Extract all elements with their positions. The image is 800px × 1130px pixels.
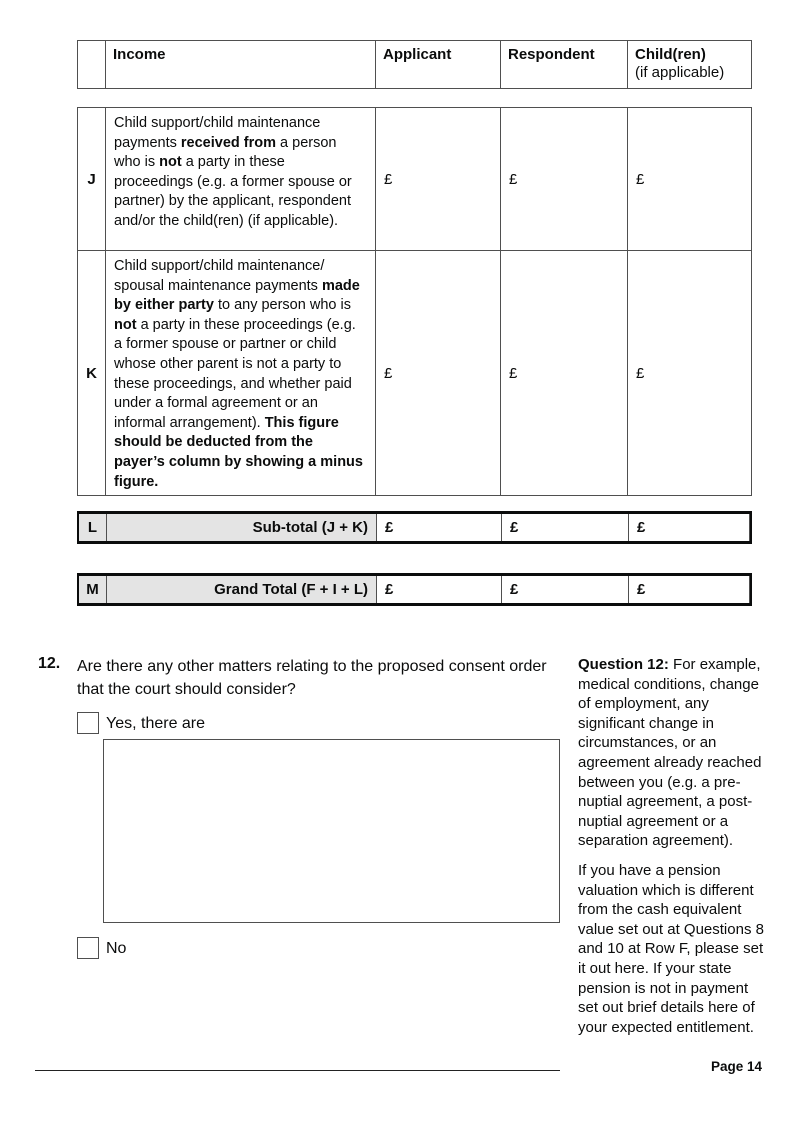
header-children (628, 41, 751, 88)
guidance-paragraph-1-text: For example, medical conditions, change of employment, any significant change in circumstances, or an agreement already reached between you (e.g. a pre-nuptial agreement, a post-nuptial agreement or a separation agreement). (578, 656, 762, 850)
guidance-note (578, 655, 764, 1037)
row-j-letter: J (78, 108, 106, 251)
pound-sign: £ (384, 170, 393, 188)
page-number: Page 14 (710, 1059, 762, 1074)
income-table-body (77, 107, 752, 496)
row-m-respondent-amount-field[interactable] (502, 576, 629, 603)
footer-divider (35, 1070, 560, 1071)
yes-checkbox-label: Yes, there are (106, 715, 206, 732)
header-respondent-label: Respondent (508, 46, 595, 63)
yes-checkbox[interactable] (77, 712, 99, 734)
header-applicant (376, 41, 501, 88)
guidance-heading: Question 12: (578, 656, 669, 673)
row-l-children-amount-field[interactable] (629, 514, 750, 541)
pound-sign: £ (636, 170, 645, 188)
row-l-respondent-amount-field[interactable] (502, 514, 629, 541)
row-l-applicant-amount-field[interactable] (377, 514, 502, 541)
pound-sign: £ (637, 519, 646, 536)
row-j-applicant-amount-field[interactable] (376, 108, 501, 251)
pound-sign: £ (637, 581, 646, 598)
header-applicant-label: Applicant (383, 46, 452, 63)
row-m-letter: M (79, 576, 107, 603)
table-row-l-subtotal (77, 511, 752, 544)
pound-sign: £ (510, 519, 519, 536)
row-j-children-amount-field[interactable] (628, 108, 751, 251)
row-l-letter: L (79, 514, 107, 541)
row-m-label: Grand Total (F + I + L) (107, 576, 377, 603)
row-j-respondent-amount-field[interactable] (501, 108, 628, 251)
row-k-description: Child support/child maintenance/ spousal maintenance payments made by either party to any person who is not a party in these proceedings (e.g. a former spouse or partner or child whose other parent is not a party to these proceedings, and whether paid under a formal agreement or an informal arrangement). This figure should be deducted from the payer’s column by showing a minus figure. (106, 251, 376, 495)
row-k-respondent-amount-field[interactable] (501, 251, 628, 495)
row-k-children-amount-field[interactable] (628, 251, 751, 495)
income-table-header (77, 40, 752, 89)
row-j-description: Child support/child maintenance payments received from a person who is not a party in these proceedings (e.g. a former spouse or partner) by the applicant, respondent and/or the child(ren) (if applicable). (106, 108, 376, 251)
pound-sign: £ (636, 364, 645, 382)
pound-sign: £ (509, 364, 518, 382)
question-12-text: Are there any other matters relating to the proposed consent order that the court should consider? (77, 658, 547, 698)
other-matters-textarea[interactable] (103, 739, 560, 923)
header-respondent (501, 41, 628, 88)
guidance-paragraph-2: If you have a pension valuation which is different from the cash equivalent value set out at Questions 8 and 10 at Row F, please set it out here. If your state pension is not in payment set out brief details here of your expected entitlement. (578, 861, 764, 1036)
pound-sign: £ (385, 581, 394, 598)
row-k-applicant-amount-field[interactable] (376, 251, 501, 495)
header-income-label: Income (113, 46, 166, 63)
pound-sign: £ (385, 519, 394, 536)
row-m-children-amount-field[interactable] (629, 576, 750, 603)
pound-sign: £ (384, 364, 393, 382)
guidance-paragraph-1 (578, 655, 764, 851)
header-income (106, 41, 376, 88)
no-checkbox[interactable] (77, 937, 99, 959)
pound-sign: £ (509, 170, 518, 188)
no-checkbox-label: No (106, 940, 127, 957)
header-children-sublabel: (if applicable) (635, 64, 725, 81)
row-m-applicant-amount-field[interactable] (377, 576, 502, 603)
row-k-letter: K (78, 251, 106, 495)
header-children-label: Child(ren) (635, 46, 706, 63)
question-12-number: 12. (38, 655, 61, 672)
pound-sign: £ (510, 581, 519, 598)
header-row-letter-cell (78, 41, 106, 88)
table-row-m-grandtotal (77, 573, 752, 606)
row-l-label: Sub-total (J + K) (107, 514, 377, 541)
